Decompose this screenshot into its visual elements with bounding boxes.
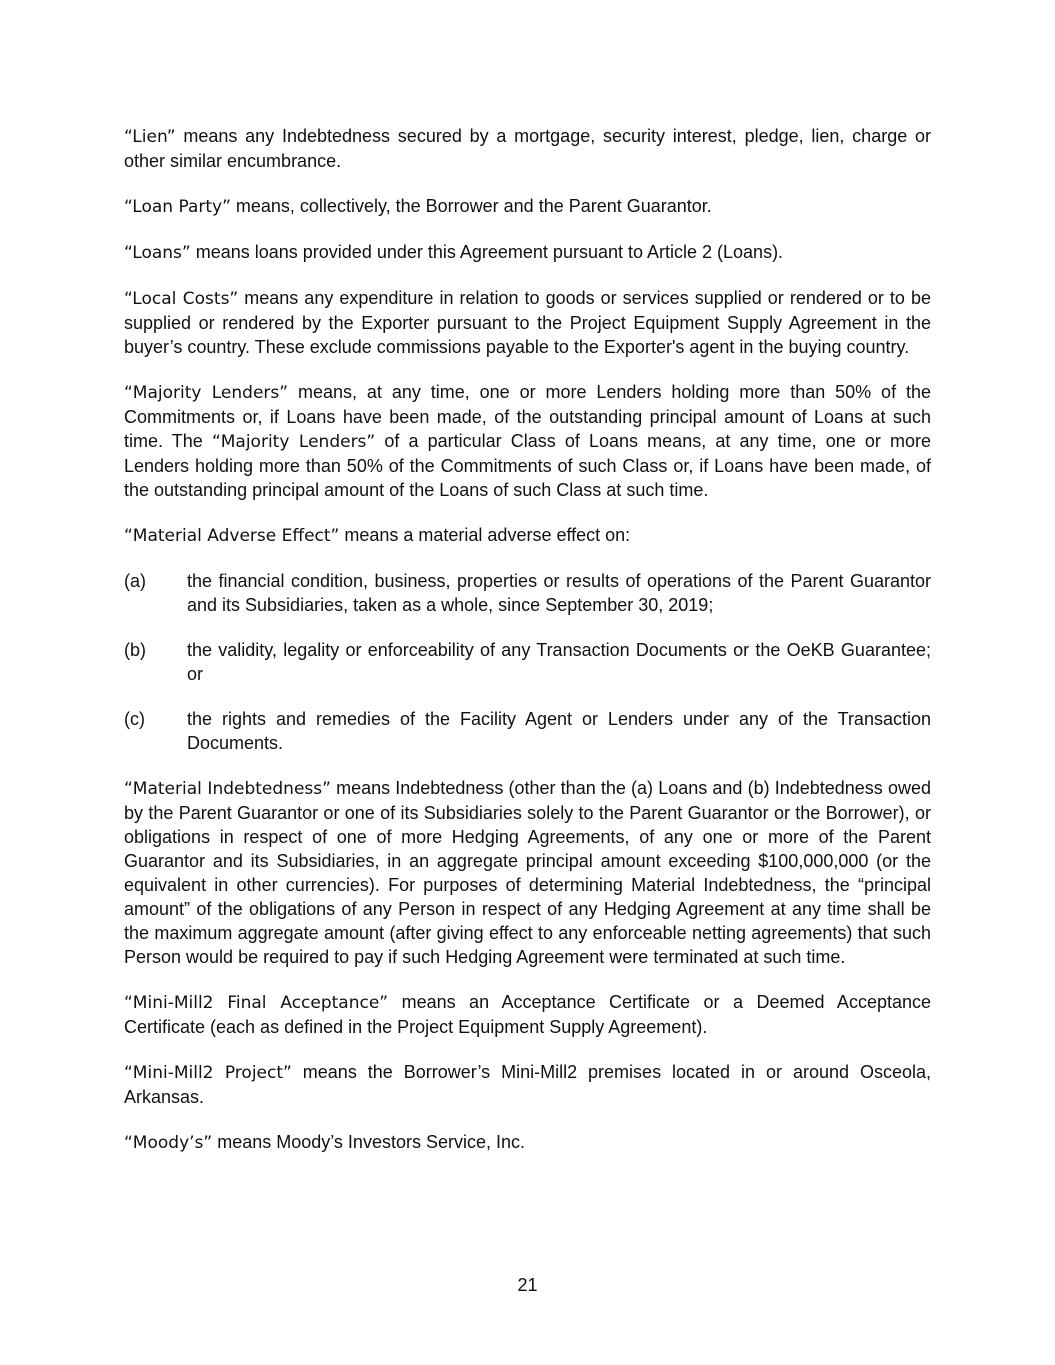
page-number: 21: [517, 1275, 538, 1295]
definition-loan-party: [124, 194, 931, 219]
definition-text: means an Acceptance Certificate or a Deemed Acceptance Certificate (each as defined in the Project Equipment Supply Agreement).: [124, 992, 931, 1037]
definition-text: means any expenditure in relation to goods or services supplied or rendered or to be supplied or rendered by the Exporter pursuant to the Project Equipment Supply Agreement in the buyer’s country. These exclude commissions payable to the Exporter's agent in the buying country.: [124, 288, 931, 357]
list-item-text: the validity, legality or enforceability of any Transaction Documents or the OeKB Guarantee; or: [187, 640, 931, 684]
defined-term: “Majority Lenders”: [211, 432, 376, 452]
definition-text: means a material adverse effect on:: [339, 525, 631, 545]
list-item: [124, 707, 931, 755]
page-body: [124, 124, 931, 1176]
definition-majority-lenders: [124, 380, 931, 502]
definition-loans: [124, 240, 931, 265]
definition-mini-mill2-project: [124, 1060, 931, 1109]
definition-text: means any Indebtedness secured by a mortgage, security interest, pledge, lien, charge or other similar encumbrance.: [124, 126, 931, 171]
defined-term: “Local Costs”: [124, 289, 239, 309]
definition-text: means, at any time, one or more Lenders holding more than 50% of the Commitments or, if Loans have been made, of the outstanding principal amount of Loans at such time. The: [124, 382, 931, 451]
defined-term: “Material Adverse Effect”: [124, 526, 340, 546]
list-item-text: the financial condition, business, properties or results of operations of the Parent Guarantor and its Subsidiaries, taken as a whole, since September 30, 2019;: [187, 571, 931, 615]
definition-material-indebtedness: [124, 776, 931, 969]
definition-text: means loans provided under this Agreement pursuant to Article 2 (Loans).: [190, 242, 784, 262]
defined-term: “Material Indebtedness”: [124, 779, 331, 799]
definition-lien: [124, 124, 931, 173]
defined-term: “Loans”: [124, 243, 191, 263]
definition-text: means Indebtedness (other than the (a) Loans and (b) Indebtedness owed by the Parent Guarantor or one of its Subsidiaries solely to the Parent Guarantor or the Borrower), or obligations in respect of one of more Hedging Agreements, of any one or more of the Parent Guarantor and its Subsidiaries, in an aggregate principal amount exceeding $100,000,000 (or the equivalent in other currencies). For purposes of determining Material Indebtedness, the “principal amount” of the obligations of any Person in respect of any Hedging Agreement at any time shall be the maximum aggregate amount (after giving effect to any enforceable netting agreements) that such Person would be required to pay if such Hedging Agreement were terminated at such time.: [124, 778, 931, 967]
definition-mini-mill2-final-acceptance: [124, 990, 931, 1039]
definition-moodys: [124, 1130, 931, 1155]
defined-term: “Moody’s”: [124, 1133, 213, 1153]
defined-term: “Mini-Mill2 Final Acceptance”: [124, 993, 389, 1013]
list-item: [124, 569, 931, 617]
list-item-label: (c): [124, 709, 145, 729]
list-item: [124, 638, 931, 686]
defined-term: “Mini-Mill2 Project”: [124, 1063, 292, 1083]
defined-term: “Lien”: [124, 127, 176, 147]
defined-term: “Majority Lenders”: [124, 383, 289, 403]
definition-text: means Moody’s Investors Service, Inc.: [212, 1132, 525, 1152]
definition-text: means, collectively, the Borrower and the Parent Guarantor.: [230, 196, 712, 216]
definition-local-costs: [124, 286, 931, 359]
definition-text: means the Borrower’s Mini-Mill2 premises located in or around Osceola, Arkansas.: [124, 1062, 932, 1107]
defined-term: “Loan Party”: [124, 197, 231, 217]
list-item-label: (a): [124, 571, 146, 591]
list-item-label: (b): [124, 640, 146, 660]
definition-material-adverse-effect: [124, 523, 931, 548]
list-item-text: the rights and remedies of the Facility Agent or Lenders under any of the Transaction Documents.: [187, 709, 931, 753]
definition-text: of a particular Class of Loans means, at any time, one or more Lenders holding more than 50% of the Commitments of such Class or, if Loans have been made, of the outstanding principal amount of the Loans of such Class at such time.: [124, 431, 931, 500]
